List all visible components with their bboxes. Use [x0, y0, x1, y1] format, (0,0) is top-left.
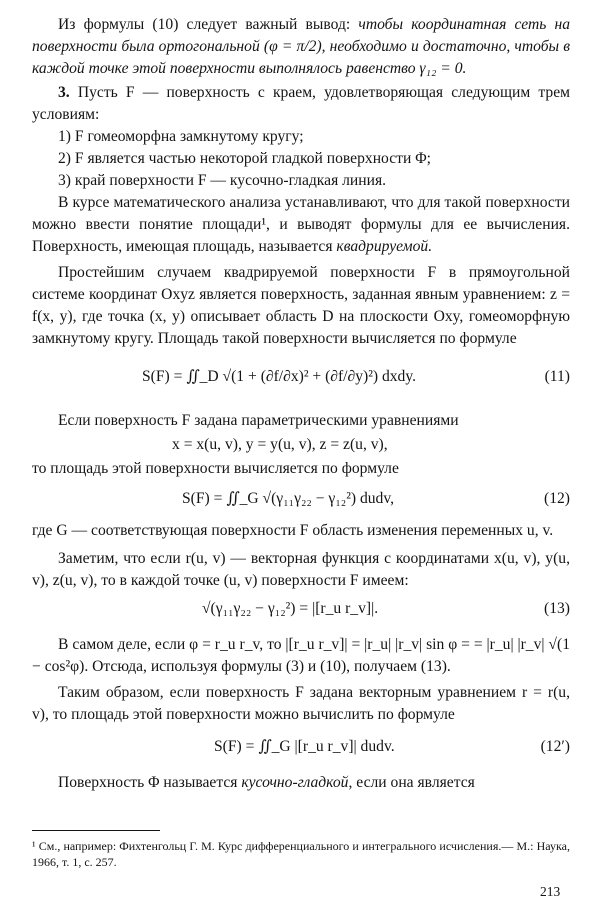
paragraph-area — [32, 192, 570, 258]
list-item: 3) край поверхности F — кусочно-гладкая линия. — [58, 172, 387, 189]
equation-number: (11) — [544, 368, 570, 385]
paragraph-vector-function: Заметим, что если r(u, v) — векторная функция с координатами x(u, v), y(u, v), z(u, v), то в каждой точке (u, v) поверхности F имеем: — [32, 550, 570, 589]
paragraph-piecewise — [32, 772, 570, 794]
equation-math: S(F) = ∬_G √(γ₁₁γ₂₂ − γ₁₂²) dudv, — [182, 490, 395, 507]
paragraph-vector-equation: Таким образом, если поверхность F задана векторным уравнением r = r(u, v), то площадь этой поверхности можно вычислить по формуле — [32, 684, 570, 723]
italic-statement: чтобы координатная сеть на поверхности была ортогональной (φ = π/2), необходимо и достаточно, чтобы в каждой точке этой поверхности выполнялось равенство γ₁₂ = 0. — [32, 16, 570, 77]
paragraph-conditions — [32, 82, 570, 126]
paragraph-parametric: Если поверхность F задана параметрическими уравнениями — [58, 412, 459, 429]
equation-number: (12′) — [540, 738, 570, 755]
paragraph-proof: В самом деле, если φ = r_u r_v, то |[r_u r_v]| = |r_u| |r_v| sin φ = = |r_u| |r_v| √(1 − cos²φ). Отсюда, используя формулы (3) и (10), получаем (13). — [32, 636, 570, 675]
equation-math: S(F) = ∬_G |[r_u r_v]| dudv. — [214, 738, 395, 755]
equation-math: √(γ₁₁γ₂₂ − γ₁₂²) = |[r_u r_v]|. — [202, 600, 379, 617]
equation-12-prime — [32, 726, 570, 772]
paragraph-explicit-surface: Простейшим случаем квадрируемой поверхности F в прямоугольной системе координат Oxyz является поверхность, заданная явным уравнением: z = f(x, y), где точка (x, y) описывает область D на плоскости Oxy, гомеоморфную замкнутому кругу. Площадь такой поверхности вычисляется по формуле — [32, 264, 570, 347]
italic-term: кусочно-гладкой — [241, 774, 349, 791]
list-item: 1) F гомеоморфна замкнутому кругу; — [58, 128, 304, 145]
paragraph-conclusion — [32, 14, 570, 80]
equation-12 — [32, 480, 570, 520]
paragraph-text: Поверхность Φ называется — [58, 774, 242, 791]
equation-11 — [32, 354, 570, 404]
body-text — [32, 14, 570, 794]
equation-number: (13) — [544, 600, 570, 617]
italic-term: квадрируемой. — [336, 238, 433, 255]
paragraph-text: , если она является — [348, 774, 475, 791]
paragraph-domain: где G — соответствующая поверхности F область изменения переменных u, v. — [32, 522, 554, 539]
equation-number: (12) — [544, 490, 570, 507]
paragraph-text: то площадь этой поверхности вычисляется по формуле — [32, 460, 399, 477]
equation-math: x = x(u, v), y = y(u, v), z = z(u, v), — [172, 436, 388, 453]
section-number: 3. — [58, 84, 70, 101]
page-number: 213 — [540, 884, 561, 899]
list-item: 2) F является частью некоторой гладкой поверхности Φ; — [58, 150, 431, 167]
paragraph-text: Пусть F — поверхность с краем, удовлетворяющая следующим трем условиям: — [32, 84, 570, 123]
footnote-rule — [32, 830, 160, 831]
equation-13 — [32, 592, 570, 630]
equation-parametric — [32, 432, 570, 458]
paragraph-text: В курсе математического анализа устанавливают, что для такой поверхности можно ввести понятие площади¹, и выводят формулы для ее вычисления. Поверхность, имеющая площадь, называется — [32, 194, 570, 255]
equation-math: S(F) = ∬_D √(1 + (∂f/∂x)² + (∂f/∂y)²) dxdy. — [142, 368, 417, 385]
conditions-list — [32, 126, 570, 192]
footnote: ¹ См., например: Фихтенгольц Г. М. Курс дифференциального и интегрального исчисления.— М.: Наука, 1966, т. 1, с. 257. — [32, 839, 570, 869]
paragraph-text: Из формулы (10) следует важный вывод: — [58, 16, 359, 33]
